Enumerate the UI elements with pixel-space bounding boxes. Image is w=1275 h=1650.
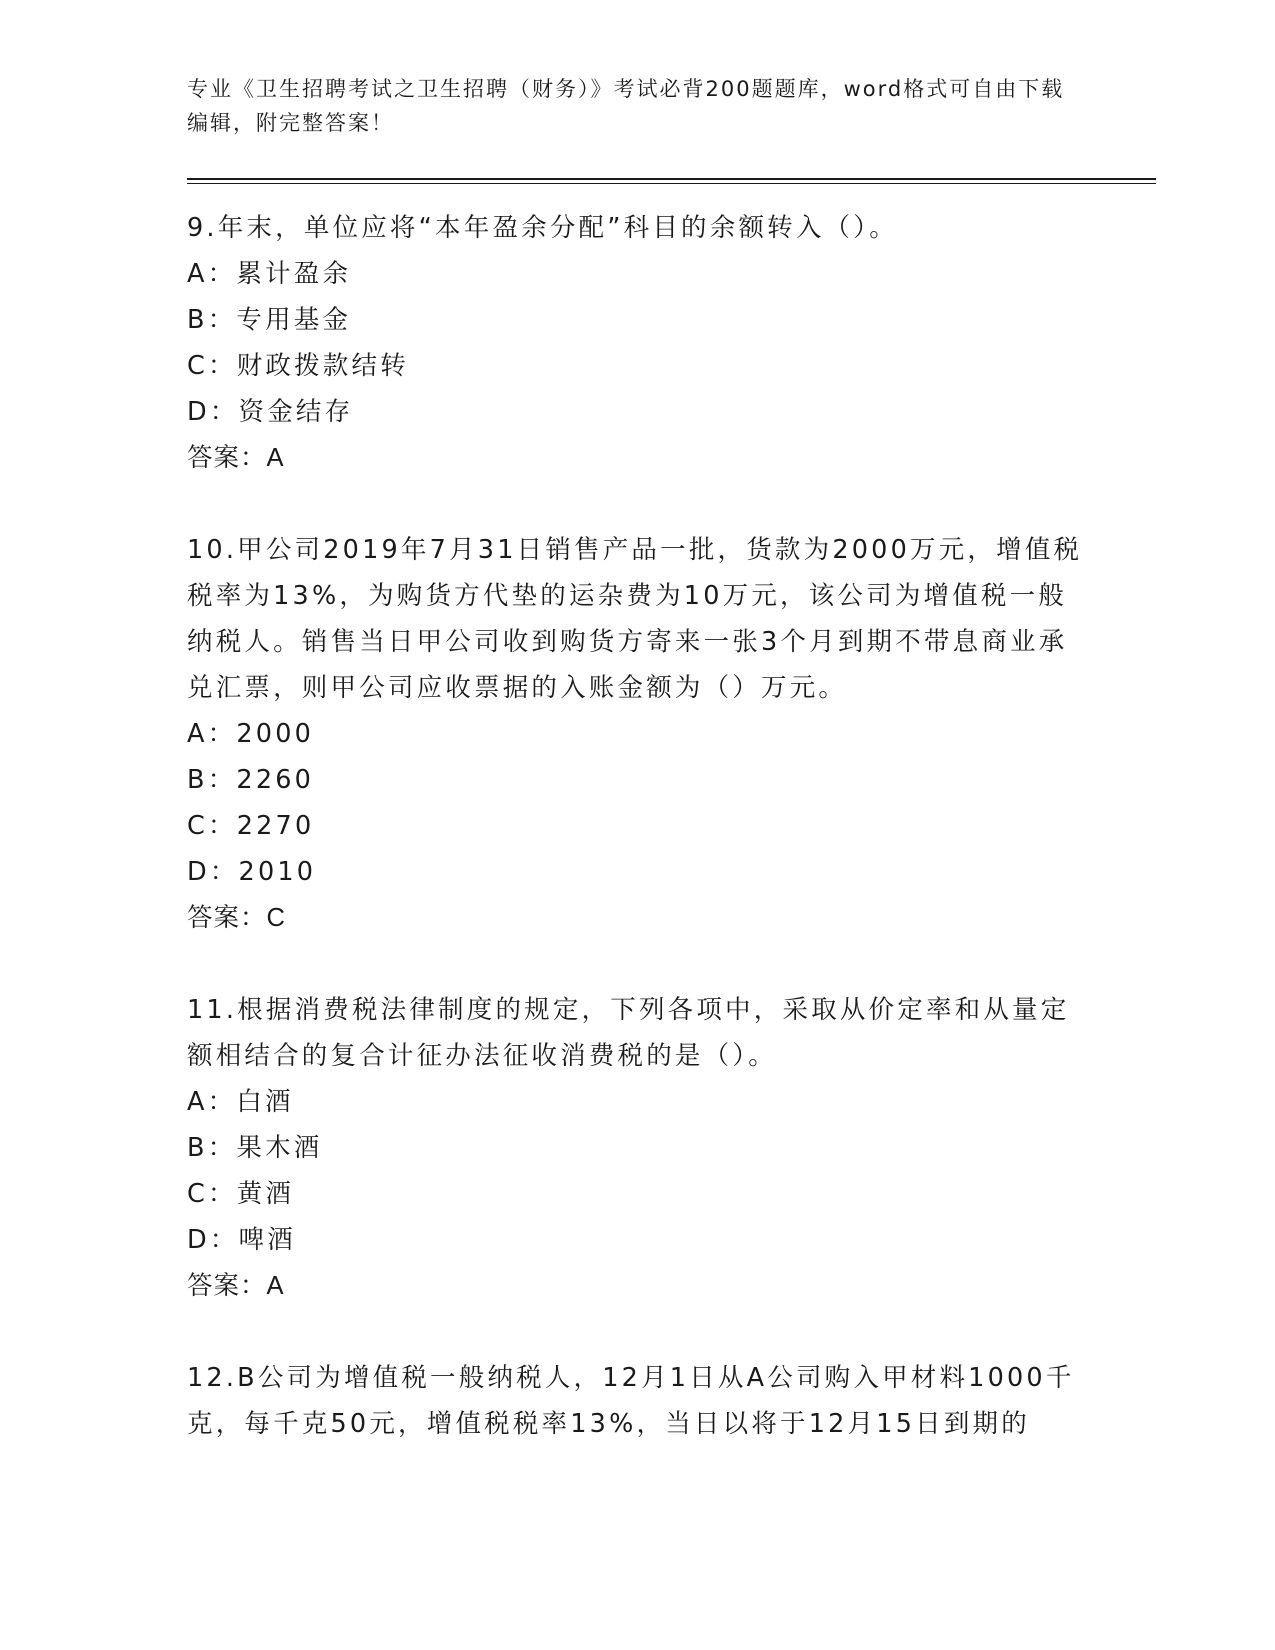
option-d: D：2010 <box>187 857 317 887</box>
option-b: B：2260 <box>187 765 315 795</box>
answer: 答案：A <box>187 1272 285 1300</box>
option-c: C：黄酒 <box>187 1179 295 1209</box>
option-a: A：累计盈余 <box>187 259 352 289</box>
header-divider-thick <box>187 178 1156 180</box>
spacer <box>187 941 1087 987</box>
option-c: C：财政拨款结转 <box>187 351 409 381</box>
option-d: D：啤酒 <box>187 1225 296 1255</box>
spacer <box>187 1309 1087 1355</box>
question-11 <box>187 987 1087 1309</box>
header-text: 专业《卫生招聘考试之卫生招聘（财务）》考试必背200题题库，word格式可自由下载编辑，附完整答案！ <box>187 77 1065 135</box>
document-header <box>187 72 1067 140</box>
answer: 答案：C <box>187 904 286 932</box>
header-divider-thin <box>187 183 1156 184</box>
option-a: A：2000 <box>187 719 315 749</box>
option-c: C：2270 <box>187 811 315 841</box>
option-b: B：专用基金 <box>187 305 352 335</box>
question-text: 10.甲公司2019年7月31日销售产品一批，货款为2000万元，增值税税率为13%，为购货方代垫的运杂费为10万元，该公司为增值税一般纳税人。销售当日甲公司收到购货方寄来一张3个月到期不带息商业承兑汇票，则甲公司应收票据的入账金额为（）万元。 <box>187 535 1083 703</box>
question-text: 12.B公司为增值税一般纳税人，12月1日从A公司购入甲材料1000千克，每千克50元，增值税税率13%，当日以将于12月15日到期的 <box>187 1363 1075 1439</box>
spacer <box>187 481 1087 527</box>
answer: 答案：A <box>187 444 285 472</box>
question-12 <box>187 1355 1087 1447</box>
question-9 <box>187 205 1087 481</box>
option-d: D：资金结存 <box>187 397 354 427</box>
question-10 <box>187 527 1087 941</box>
question-list <box>187 205 1087 1447</box>
question-text: 9.年末，单位应将“本年盈余分配”科目的余额转入（）。 <box>187 213 898 243</box>
option-a: A：白酒 <box>187 1087 294 1117</box>
question-text: 11.根据消费税法律制度的规定，下列各项中，采取从价定率和从量定额相结合的复合计征办法征收消费税的是（）。 <box>187 995 1070 1071</box>
option-b: B：果木酒 <box>187 1133 323 1163</box>
